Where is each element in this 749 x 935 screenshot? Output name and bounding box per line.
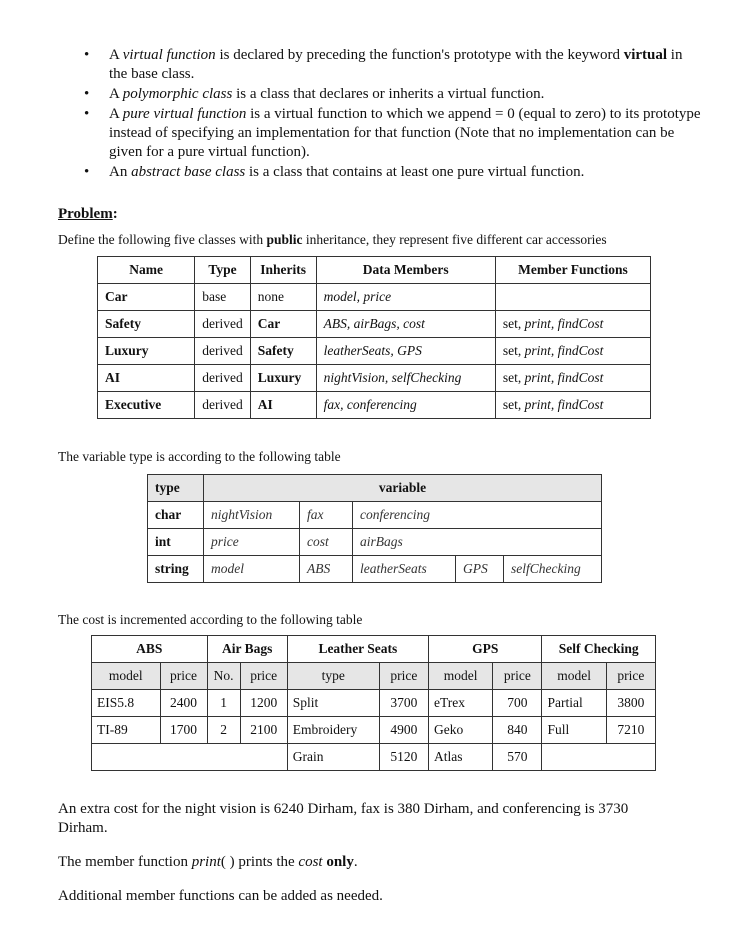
bullet-text: in the base class. <box>109 47 683 82</box>
classes-cell-type: derived <box>195 338 250 365</box>
table-row <box>98 311 651 338</box>
type-table-caption: The variable type is according to the following table <box>58 449 341 464</box>
classes-cell-inherits: none <box>250 284 316 311</box>
cost-group-header: Leather Seats <box>287 636 428 663</box>
cost-cell: 7210 <box>606 717 655 744</box>
classes-cell-data: nightVision, selfChecking <box>316 365 495 392</box>
bullet-text: virtual <box>623 47 668 63</box>
member-function-name: findCost <box>557 397 604 412</box>
cost-cell: 1 <box>207 690 240 717</box>
classes-cell-data: fax, conferencing <box>316 392 495 419</box>
variable-cell: conferencing <box>353 502 602 529</box>
member-function-name: print, <box>524 343 558 358</box>
classes-cell-functions <box>495 284 650 311</box>
classes-table-header-row <box>98 257 651 284</box>
variable-cell: leatherSeats <box>353 556 456 583</box>
classes-cell-name: Luxury <box>98 338 195 365</box>
additional-functions-note: Additional member functions can be added as needed. <box>58 888 383 904</box>
bullet-text: An <box>109 164 132 180</box>
problem-intro-before: Define the following five classes with <box>58 232 267 247</box>
bullet-text: A <box>109 86 123 102</box>
variable-cell: nightVision <box>204 502 300 529</box>
problem-heading-colon: : <box>112 206 118 222</box>
classes-cell-functions <box>495 338 650 365</box>
problem-intro-bold: public <box>266 232 303 247</box>
bullet-dot-icon: • <box>84 86 90 102</box>
cost-subheader-cell: type <box>287 663 379 690</box>
classes-cell-functions <box>495 311 650 338</box>
classes-cell-inherits: Luxury <box>250 365 316 392</box>
print-note-before: The member function <box>58 854 192 870</box>
variable-cell: selfChecking <box>504 556 602 583</box>
variable-cell: fax <box>300 502 353 529</box>
member-function-name: findCost <box>557 370 604 385</box>
problem-intro-after: inheritance, they represent five different car accessories <box>302 232 607 247</box>
cost-cell: 840 <box>493 717 542 744</box>
cost-cell: 1700 <box>160 717 207 744</box>
variable-cell: GPS <box>456 556 504 583</box>
type-name-cell: char <box>148 502 204 529</box>
bullet-item <box>84 46 704 84</box>
cost-cell: eTrex <box>429 690 493 717</box>
classes-cell-name: Executive <box>98 392 195 419</box>
extra-cost-note: An extra cost for the night vision is 6240 Dirham, fax is 380 Dirham, and conferencing is 3730 Dirham. <box>58 801 629 836</box>
bullet-text: is a virtual function to which we append = 0 (equal to zero) to its prototype instead of specifying an implementation for that function (Note that no implementation can be given for a pure virtual function). <box>109 106 701 160</box>
member-function-name: findCost <box>557 343 604 358</box>
member-function-name: print, <box>524 397 558 412</box>
cost-subheader-cell: price <box>493 663 542 690</box>
cost-cell: 3700 <box>379 690 428 717</box>
cost-subheader-cell: price <box>240 663 287 690</box>
classes-cell-type: derived <box>195 392 250 419</box>
member-function-name: set, <box>502 343 525 358</box>
bullet-text: pure virtual function <box>122 106 247 122</box>
bullet-text: A <box>109 47 123 63</box>
classes-cell-data: leatherSeats, GPS <box>316 338 495 365</box>
cost-group-header: Self Checking <box>542 636 656 663</box>
variable-cell: cost <box>300 529 353 556</box>
problem-heading-label: Problem <box>58 206 113 222</box>
cost-cell: 2 <box>207 717 240 744</box>
type-name-cell: int <box>148 529 204 556</box>
bullet-dot-icon: • <box>84 47 90 63</box>
bullet-item <box>84 85 704 104</box>
bullet-text: is a class that contains at least one pure virtual function. <box>245 164 585 180</box>
cost-cell: 2400 <box>160 690 207 717</box>
classes-cell-inherits: Car <box>250 311 316 338</box>
table-row <box>98 338 651 365</box>
problem-intro <box>58 232 607 248</box>
cost-table-caption: The cost is incremented according to the following table <box>58 612 363 627</box>
classes-cell-type: base <box>195 284 250 311</box>
variable-cell: ABS <box>300 556 353 583</box>
cost-cell: 3800 <box>606 690 655 717</box>
cost-cell: 700 <box>493 690 542 717</box>
classes-header-cell: Name <box>98 257 195 284</box>
table-row <box>92 744 656 771</box>
variable-cell: model <box>204 556 300 583</box>
table-row <box>148 556 602 583</box>
bullet-text: virtual function <box>122 47 216 63</box>
classes-cell-type: derived <box>195 365 250 392</box>
cost-cell: Grain <box>287 744 379 771</box>
cost-empty-cell <box>92 744 288 771</box>
print-note-only: only <box>322 854 354 870</box>
cost-cell: Split <box>287 690 379 717</box>
classes-table <box>97 256 651 419</box>
table-row <box>98 365 651 392</box>
classes-cell-data: model, price <box>316 284 495 311</box>
classes-header-cell: Inherits <box>250 257 316 284</box>
bullet-text: is declared by preceding the function's prototype with the keyword <box>215 47 624 63</box>
cost-subheader-cell: price <box>379 663 428 690</box>
cost-subheader-cell: model <box>429 663 493 690</box>
bullet-text: abstract base class <box>131 164 246 180</box>
classes-cell-data: ABS, airBags, cost <box>316 311 495 338</box>
classes-cell-functions <box>495 392 650 419</box>
print-function-note <box>58 853 358 872</box>
variable-cell: price <box>204 529 300 556</box>
problem-heading <box>58 205 118 224</box>
cost-cell: TI-89 <box>92 717 161 744</box>
variable-cell: airBags <box>353 529 602 556</box>
cost-subheader-cell: model <box>92 663 161 690</box>
classes-cell-inherits: AI <box>250 392 316 419</box>
table-row <box>98 284 651 311</box>
cost-cell: 1200 <box>240 690 287 717</box>
print-note-cost: cost <box>298 854 323 870</box>
definition-bullet-list <box>84 46 704 183</box>
bullet-item <box>84 163 704 182</box>
type-name-cell: string <box>148 556 204 583</box>
table-row <box>98 392 651 419</box>
member-function-name: print, <box>524 316 558 331</box>
cost-subheader-cell: model <box>542 663 606 690</box>
classes-header-cell: Type <box>195 257 250 284</box>
cost-subheader-cell: price <box>160 663 207 690</box>
bullet-dot-icon: • <box>84 164 90 180</box>
member-function-name: findCost <box>557 316 604 331</box>
bullet-dot-icon: • <box>84 106 90 122</box>
cost-cell: 4900 <box>379 717 428 744</box>
table-row <box>92 717 656 744</box>
print-note-func: print <box>191 854 221 870</box>
print-note-mid: prints the <box>234 854 299 870</box>
cost-cell: Atlas <box>429 744 493 771</box>
table-row <box>92 690 656 717</box>
bullet-text: polymorphic class <box>122 86 233 102</box>
classes-cell-name: Car <box>98 284 195 311</box>
classes-header-cell: Member Functions <box>495 257 650 284</box>
bullet-text: A <box>109 106 123 122</box>
member-function-name: set, <box>502 316 525 331</box>
cost-group-header: ABS <box>92 636 208 663</box>
cost-cell: EIS5.8 <box>92 690 161 717</box>
cost-empty-cell <box>542 744 656 771</box>
classes-header-cell: Data Members <box>316 257 495 284</box>
cost-cell: 2100 <box>240 717 287 744</box>
member-function-name: set, <box>502 370 525 385</box>
cost-subheader-cell: price <box>606 663 655 690</box>
print-note-parens: ( ) <box>220 854 235 870</box>
bullet-item <box>84 105 704 162</box>
cost-subheader-row <box>92 663 656 690</box>
types-header-variable: variable <box>204 475 602 502</box>
cost-cell: Geko <box>429 717 493 744</box>
cost-table <box>91 635 656 771</box>
table-row <box>148 529 602 556</box>
types-header-type: type <box>148 475 204 502</box>
classes-cell-name: AI <box>98 365 195 392</box>
member-function-name: set, <box>502 397 525 412</box>
table-row <box>148 502 602 529</box>
member-function-name: print, <box>524 370 558 385</box>
cost-subheader-cell: No. <box>207 663 240 690</box>
cost-cell: 5120 <box>379 744 428 771</box>
cost-cell: Embroidery <box>287 717 379 744</box>
classes-cell-name: Safety <box>98 311 195 338</box>
types-table <box>147 474 602 583</box>
classes-cell-inherits: Safety <box>250 338 316 365</box>
cost-group-header-row <box>92 636 656 663</box>
types-table-header-row <box>148 475 602 502</box>
cost-group-header: GPS <box>429 636 542 663</box>
classes-cell-type: derived <box>195 311 250 338</box>
cost-cell: Full <box>542 717 606 744</box>
cost-group-header: Air Bags <box>207 636 287 663</box>
print-note-end: . <box>353 854 358 870</box>
bullet-text: is a class that declares or inherits a virtual function. <box>232 86 545 102</box>
cost-cell: Partial <box>542 690 606 717</box>
classes-cell-functions <box>495 365 650 392</box>
cost-cell: 570 <box>493 744 542 771</box>
